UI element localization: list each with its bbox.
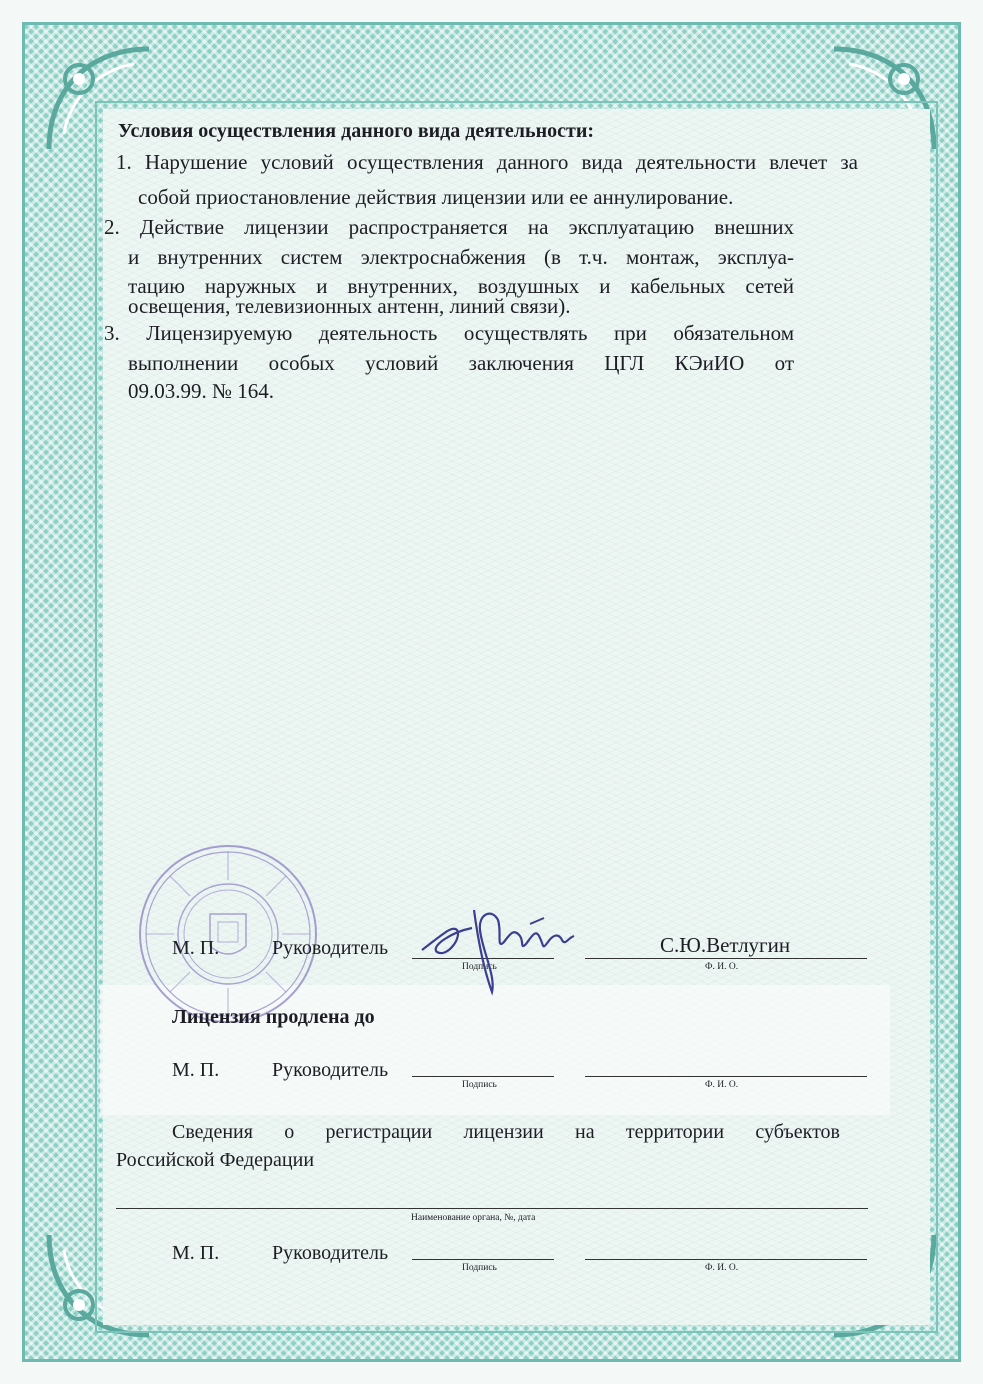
extension-heading: Лицензия продлена до <box>172 1006 375 1028</box>
condition-2-line-2: и внутренних систем электроснабжения (в т.ч. монтаж, эксплуа- <box>128 245 794 269</box>
name-line-2 <box>585 1076 867 1077</box>
role-label-2: Руководитель <box>272 1059 389 1081</box>
signature-line-2 <box>412 1076 554 1077</box>
signature-line-3 <box>412 1259 554 1260</box>
signature-caption-2: Подпись <box>462 1080 497 1090</box>
role-label-1: Руководитель <box>272 937 389 959</box>
condition-2-line-3: тацию наружных и внутренних, воздушных и кабельных сетей <box>128 274 794 298</box>
name-line-3 <box>585 1259 867 1260</box>
organ-caption: Наименование органа, №, дата <box>411 1213 536 1223</box>
condition-3-line-3: 09.03.99. № 164. <box>128 379 275 403</box>
name-line-1 <box>585 958 867 959</box>
conditions-heading: Условия осуществления данного вида деятельности: <box>118 120 594 142</box>
mp-label-3: М. П. <box>172 1242 220 1264</box>
name-caption-3: Ф. И. О. <box>705 1263 739 1273</box>
condition-1-line-1: 1. Нарушение условий осуществления данного вида деятельности влечет за <box>116 150 858 174</box>
mp-label-1: М. П. <box>172 937 220 959</box>
name-caption-1: Ф. И. О. <box>705 962 739 972</box>
condition-3-line-1: 3. Лицензируемую деятельность осуществлять при обязательном <box>104 321 794 345</box>
condition-2-line-4: освещения, телевизионных антенн, линий связи). <box>128 294 571 318</box>
role-label-3: Руководитель <box>272 1242 389 1264</box>
condition-3-line-2: выполнении особых условий заключения ЦГЛ КЭиИО от <box>128 351 794 375</box>
organ-line <box>116 1208 868 1209</box>
director-name: С.Ю.Ветлугин <box>660 933 791 957</box>
condition-2-line-1: 2. Действие лицензии распространяется на эксплуатацию внешних <box>104 215 794 239</box>
registration-line-2: Российской Федерации <box>116 1149 315 1171</box>
condition-1-line-2: собой приостановление действия лицензии или ее аннулирование. <box>138 185 734 209</box>
name-caption-2: Ф. И. О. <box>705 1080 739 1090</box>
signature-caption-1: Подпись <box>462 962 497 972</box>
signature-caption-3: Подпись <box>462 1263 497 1273</box>
registration-line-1: Сведения о регистрации лицензии на территории субъектов <box>172 1121 840 1143</box>
official-stamp-icon <box>136 842 320 1026</box>
handwritten-signature-icon <box>412 880 592 1000</box>
mp-label-2: М. П. <box>172 1059 220 1081</box>
